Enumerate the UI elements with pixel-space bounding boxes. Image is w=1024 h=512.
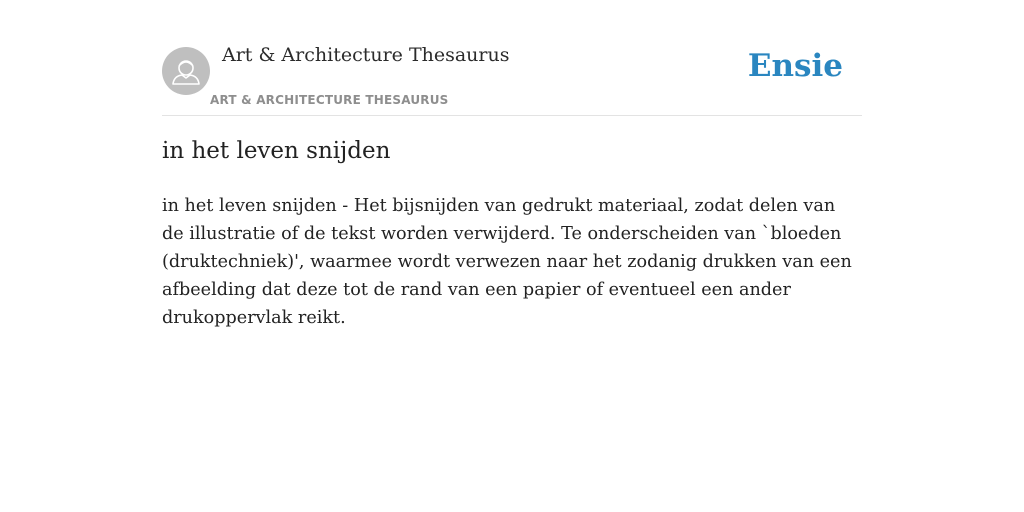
brand-logo[interactable]: Ensie [747,48,843,84]
source-label[interactable]: ART & ARCHITECTURE THESAURUS [210,93,449,107]
header [162,0,862,116]
entry-title: in het leven snijden [162,138,391,164]
entry-body: in het leven snijden - Het bijsnijden van gedrukt materiaal, zodat delen van de illustratie of de tekst worden verwijderd. Te onderscheiden van `bloeden (druktechniek)', waarmee wordt verwezen naar het zodanig drukken van een afbeelding dat deze tot de rand van een papier of eventueel een ander drukoppervlak reikt. [162,196,852,328]
author-name[interactable]: Art & Architecture Thesaurus [222,44,510,66]
user-outline-icon [162,47,210,95]
avatar[interactable] [162,47,210,95]
